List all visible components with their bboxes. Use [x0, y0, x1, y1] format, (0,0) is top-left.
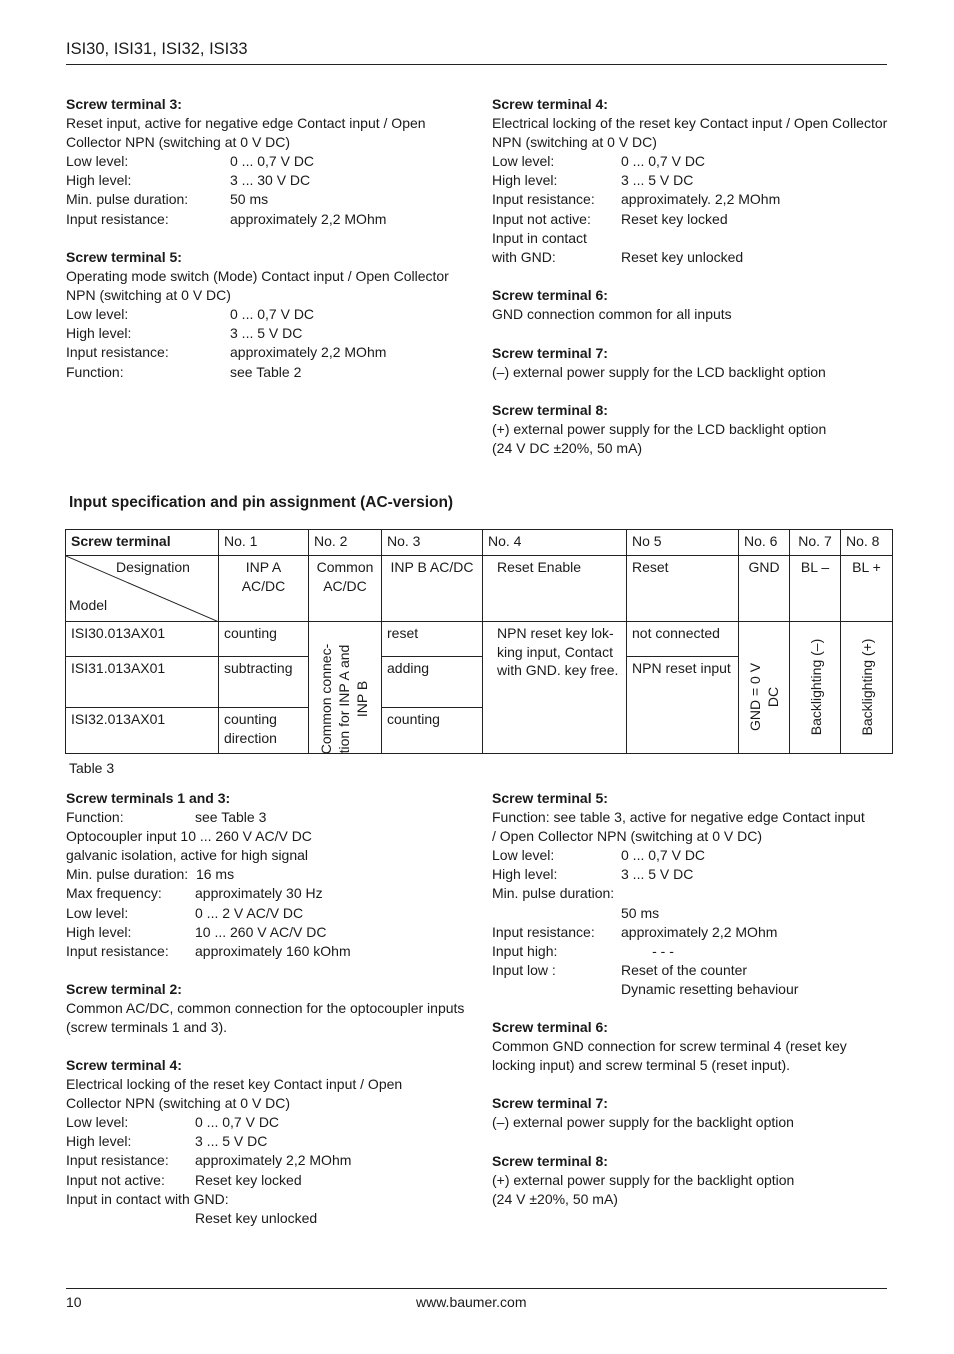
spec-value: approximately 2,2 MOhm: [230, 210, 387, 227]
section-heading: Screw terminal 3:: [66, 96, 182, 112]
dc-terminal-5-section: [66, 248, 466, 382]
spec-row: [492, 961, 892, 980]
no8-merged-cell: [841, 622, 893, 754]
spec-key: Input resistance:: [492, 191, 595, 208]
designation-cell: INP B AC/DC: [382, 556, 483, 622]
ac-terminal-7-section: [492, 1094, 892, 1132]
table-caption: Table 3: [69, 760, 115, 776]
spec-value: Reset key unlocked: [195, 1209, 318, 1226]
spec-row: [66, 1132, 476, 1151]
spec-key: with GND:: [492, 248, 556, 265]
model-cell: ISI32.013AX01: [66, 708, 219, 754]
section-heading: Screw terminal 8:: [492, 1153, 608, 1169]
spec-key: Low level:: [66, 153, 129, 170]
table-row: [66, 622, 893, 657]
spec-key: Input resistance:: [66, 210, 169, 227]
spec-row: [492, 865, 892, 884]
no2-merged-cell: [309, 622, 382, 754]
footer-url-link[interactable]: www.baumer.com: [416, 1294, 527, 1310]
no1-cell: subtracting: [219, 657, 309, 708]
spec-value: Reset key locked: [621, 210, 728, 227]
spec-value: 10 ... 260 V AC/V DC: [195, 923, 327, 940]
spec-row: [492, 846, 892, 865]
spec-row: [66, 904, 476, 923]
section-heading: Screw terminal 4:: [66, 1057, 182, 1073]
spec-value: Dynamic resetting behaviour: [621, 980, 799, 997]
spec-row: [66, 343, 466, 362]
model-cell: ISI30.013AX01: [66, 622, 219, 657]
section-heading: Screw terminal 6:: [492, 1019, 608, 1035]
ac-terminal-2-section: [66, 980, 476, 1037]
no7-merged-cell: [790, 622, 841, 754]
table-header-cell: No. 8: [841, 530, 893, 556]
no3-cell: counting: [382, 708, 483, 754]
spec-key: High level:: [66, 923, 132, 940]
ac-terminal-5-section: [492, 789, 892, 999]
designation-cell: INP A AC/DC: [219, 556, 309, 622]
section-desc: Input in contact with GND:: [66, 1190, 229, 1207]
spec-row: [66, 305, 466, 324]
section-desc: galvanic isolation, active for high signal: [66, 847, 309, 864]
section-heading: Screw terminals 1 and 3:: [66, 790, 231, 806]
no1-cell: counting direction: [219, 708, 309, 754]
spec-row: [66, 942, 476, 961]
table-header-cell: No. 2: [309, 530, 382, 556]
section-heading: Screw terminal 6:: [492, 287, 608, 303]
section-heading: Screw terminal 7:: [492, 1095, 608, 1111]
spec-row: [66, 171, 466, 190]
spec-key: Function:: [66, 809, 124, 826]
section-desc: Min. pulse duration: 16 ms: [66, 866, 235, 883]
spec-value: 50 ms: [230, 191, 269, 208]
spec-row: [66, 324, 466, 343]
no5-cell: not connected: [627, 622, 739, 657]
spec-key: Low level:: [492, 847, 555, 864]
section-desc: Reset input, active for negative edge Contact input / Open: [66, 115, 426, 132]
no3-cell: adding: [382, 657, 483, 708]
spec-row: [492, 152, 892, 171]
designation-row: [66, 556, 893, 622]
spec-row: [492, 229, 892, 248]
no6-vertical-text: GND = 0 V DC: [747, 662, 781, 732]
spec-value: see Table 2: [230, 363, 302, 380]
section-desc: (screw terminals 1 and 3).: [66, 1019, 228, 1036]
spec-key: [492, 980, 621, 999]
spec-key: Min. pulse duration:: [66, 191, 189, 208]
spec-key: Low level:: [492, 153, 555, 170]
designation-cell: Reset: [627, 556, 739, 622]
section-desc: Common AC/DC, common connection for the optocoupler inputs: [66, 1000, 465, 1017]
designation-cell: Reset Enable: [483, 556, 627, 622]
spec-key: Input high:: [492, 942, 558, 959]
spec-value: approximately 2,2 MOhm: [195, 1152, 352, 1169]
spec-row: [492, 190, 892, 209]
table-header-cell: No 5: [627, 530, 739, 556]
spec-row: [492, 980, 892, 999]
designation-cell: BL +: [841, 556, 893, 622]
spec-row: [66, 1113, 476, 1132]
table-header-cell: No. 1: [219, 530, 309, 556]
designation-model-cell: [66, 556, 219, 622]
no4-merged-cell: NPN reset key lok-king input, Contact with GND. key free.: [483, 622, 627, 754]
spec-key: High level:: [66, 172, 132, 189]
spec-row: [66, 1171, 476, 1190]
section-desc: (+) external power supply for the backlight option: [492, 1172, 795, 1189]
spec-key: Low level:: [66, 904, 129, 921]
spec-key: High level:: [66, 1133, 132, 1150]
dc-terminal-8-section: [492, 401, 892, 458]
spec-value: 0 ... 2 V AC/V DC: [195, 904, 304, 921]
spec-key: Max frequency:: [66, 885, 162, 902]
spec-value: approximately 2,2 MOhm: [621, 923, 778, 940]
table-header-cell: No. 6: [739, 530, 790, 556]
spec-value: approximately. 2,2 MOhm: [621, 191, 781, 208]
spec-row: [66, 884, 476, 903]
section-desc: Electrical locking of the reset key Contact input / Open: [66, 1076, 403, 1093]
table-header-cell: No. 3: [382, 530, 483, 556]
section-desc: (24 V ±20%, 50 mA): [492, 1191, 618, 1208]
table-header-row: [66, 530, 893, 556]
spec-row: [66, 210, 466, 229]
spec-value: 3 ... 5 V DC: [621, 172, 694, 189]
spec-value: approximately 160 kOhm: [195, 942, 351, 959]
table-header-cell: Screw terminal: [66, 530, 219, 556]
spec-key: Input resistance:: [66, 344, 169, 361]
spec-row: [492, 248, 892, 267]
spec-row: [66, 1151, 476, 1170]
spec-key: Min. pulse duration:: [492, 885, 615, 902]
spec-key: High level:: [66, 325, 132, 342]
spec-value: 0 ... 0,7 V DC: [195, 1114, 280, 1131]
spec-key: Low level:: [66, 1114, 129, 1131]
spec-value: - - -: [621, 942, 674, 959]
section-desc: Collector NPN (switching at 0 V DC): [66, 1095, 291, 1112]
section-heading: Screw terminal 4:: [492, 96, 608, 112]
dc-terminal-4-section: [492, 95, 892, 267]
spec-value: 0 ... 0,7 V DC: [230, 306, 315, 323]
section-desc: (–) external power supply for the backlight option: [492, 1114, 794, 1131]
spec-key: [492, 904, 621, 923]
spec-row: [492, 171, 892, 190]
footer-rule: [66, 1288, 887, 1289]
section-desc: Optocoupler input 10 ... 260 V AC/V DC: [66, 828, 312, 845]
spec-key: High level:: [492, 866, 558, 883]
ac-terminal-4-section: [66, 1056, 476, 1228]
spec-key: Input resistance:: [66, 1152, 169, 1169]
section-heading: Screw terminal 8:: [492, 402, 608, 418]
spec-row: [492, 884, 892, 903]
spec-row: [66, 363, 466, 382]
section-heading: Screw terminal 7:: [492, 345, 608, 361]
spec-key: Input resistance:: [66, 942, 169, 959]
page-number: 10: [66, 1294, 82, 1310]
designation-cell: Common AC/DC: [309, 556, 382, 622]
no6-merged-cell: [739, 622, 790, 754]
section-desc: (–) external power supply for the LCD backlight option: [492, 364, 826, 381]
pin-assignment-table: [65, 529, 893, 754]
spec-row: [66, 152, 466, 171]
spec-row: [66, 190, 466, 209]
section-heading: Screw terminal 5:: [66, 249, 182, 265]
page-header-title: ISI30, ISI31, ISI32, ISI33: [66, 40, 248, 58]
section-desc: Collector NPN (switching at 0 V DC): [66, 134, 291, 151]
no5-cell: NPN reset input: [627, 657, 739, 754]
spec-value: approximately 2,2 MOhm: [230, 344, 387, 361]
spec-value: Reset key unlocked: [621, 248, 744, 265]
spec-value: 0 ... 0,7 V DC: [621, 153, 706, 170]
section-desc: (+) external power supply for the LCD backlight option: [492, 421, 827, 438]
ac-terminals-1-3-section: [66, 789, 476, 961]
section-desc: / Open Collector NPN (switching at 0 V DC): [492, 828, 762, 845]
spec-value: 50 ms: [621, 904, 660, 921]
designation-label: Designation: [116, 559, 190, 575]
spec-key: High level:: [492, 172, 558, 189]
spec-key: Input not active:: [492, 210, 591, 227]
spec-value: Reset of the counter: [621, 961, 748, 978]
section-desc: Electrical locking of the reset key Contact input / Open Collector: [492, 115, 888, 132]
spec-key: Function:: [66, 363, 124, 380]
header-rule: [66, 64, 887, 65]
spec-value: Reset key locked: [195, 1171, 302, 1188]
spec-key: Input not active:: [66, 1171, 165, 1188]
spec-row: [66, 808, 476, 827]
spec-value: see Table 3: [195, 809, 267, 826]
section-desc: Common GND connection for screw terminal 4 (reset key: [492, 1038, 847, 1055]
designation-cell: BL –: [790, 556, 841, 622]
spec-key: Low level:: [66, 306, 129, 323]
spec-row: [492, 942, 892, 961]
section-desc: (24 V DC ±20%, 50 mA): [492, 440, 643, 457]
spec-value: 3 ... 30 V DC: [230, 172, 311, 189]
spec-row: [66, 923, 476, 942]
spec-row: [492, 923, 892, 942]
table-header-cell: No. 4: [483, 530, 627, 556]
section-desc: Function: see table 3, active for negative edge Contact input: [492, 809, 865, 826]
spec-row: [492, 904, 892, 923]
section-desc: GND connection common for all inputs: [492, 306, 732, 323]
spec-key: Input in contact: [492, 229, 587, 246]
spec-value: 3 ... 5 V DC: [230, 325, 303, 342]
section-heading: Screw terminal 2:: [66, 981, 182, 997]
spec-value: 3 ... 5 V DC: [195, 1133, 268, 1150]
section-desc: NPN (switching at 0 V DC): [492, 134, 657, 151]
no2-vertical-text: Common connec-tion for INP A and INP B: [318, 643, 370, 755]
ac-terminal-8-section: [492, 1152, 892, 1209]
model-label: Model: [69, 597, 108, 613]
spec-key: Input low :: [492, 961, 556, 978]
spec-key: Input resistance:: [492, 923, 595, 940]
table-title: Input specification and pin assignment (AC-version): [69, 494, 454, 511]
no1-cell: counting: [219, 622, 309, 657]
designation-cell: GND: [739, 556, 790, 622]
section-desc: NPN (switching at 0 V DC): [66, 287, 231, 304]
no7-vertical-text: Backlighting (–): [808, 638, 824, 736]
no8-vertical-text: Backlighting (+): [859, 638, 875, 736]
spec-value: 0 ... 0,7 V DC: [621, 847, 706, 864]
spec-value: 3 ... 5 V DC: [621, 866, 694, 883]
section-heading: Screw terminal 5:: [492, 790, 608, 806]
table-header-cell: No. 7: [790, 530, 841, 556]
dc-terminal-3-section: [66, 95, 466, 229]
spec-value: approximately 30 Hz: [195, 885, 323, 902]
no3-cell: reset: [382, 622, 483, 657]
dc-terminal-7-section: [492, 344, 892, 382]
spec-row: [492, 210, 892, 229]
dc-terminal-6-section: [492, 286, 892, 324]
spec-value: 0 ... 0,7 V DC: [230, 153, 315, 170]
ac-terminal-6-section: [492, 1018, 892, 1075]
section-desc: locking input) and screw terminal 5 (reset input).: [492, 1057, 791, 1074]
model-cell: ISI31.013AX01: [66, 657, 219, 708]
section-desc: Operating mode switch (Mode) Contact input / Open Collector: [66, 268, 449, 285]
